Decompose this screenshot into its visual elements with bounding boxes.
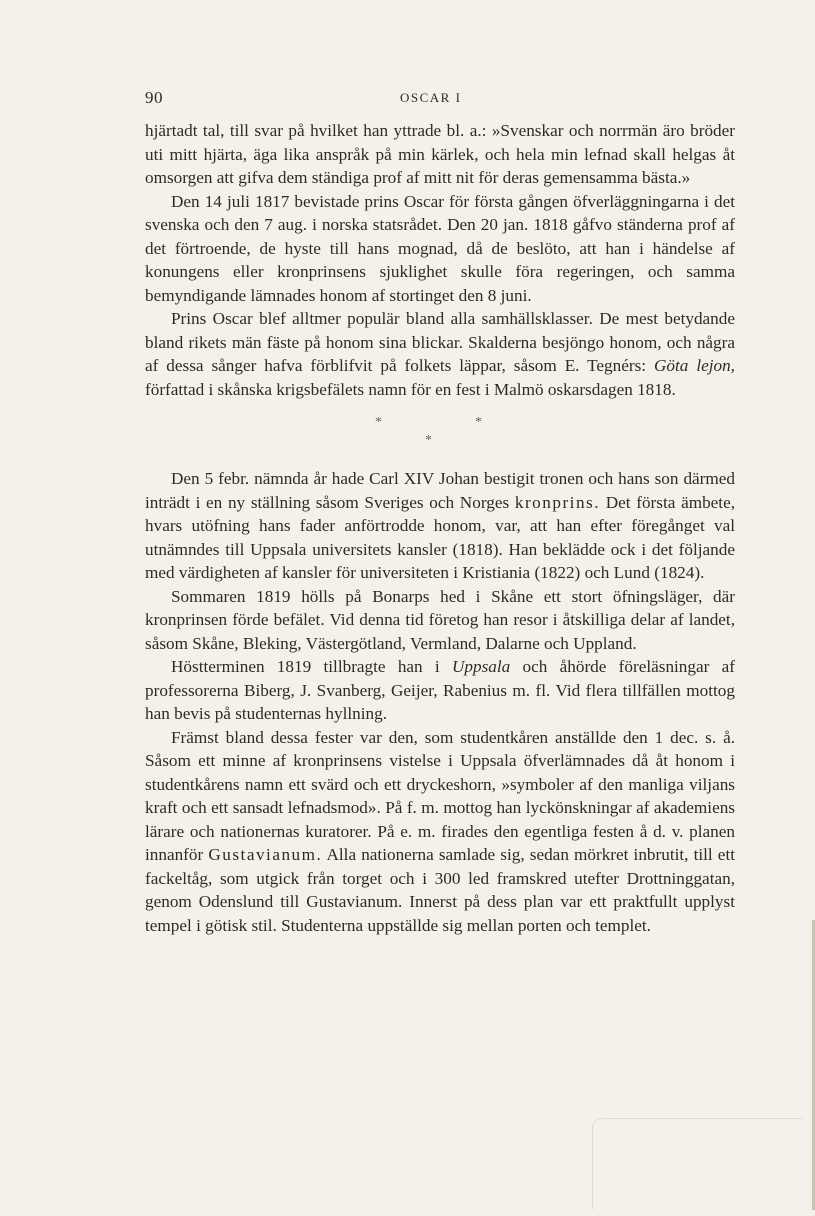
spaced-word-kronprins: kronprins. (514, 492, 601, 512)
paragraph-1: hjärtadt tal, till svar på hvilket han yttrade bl. a.: »Svenskar och norrmän äro bröder uti mitt hjärta, äga lika anspråk på min kärlek, och hela min lefnad skall helgas åt omsorgen att gifva dem ständiga prof af mitt nit för deras gemensamma bästa.» (145, 121, 735, 187)
place-uppsala: Uppsala (451, 657, 511, 676)
asterisk-bottom: * (425, 433, 432, 448)
paragraph-4-text-a: Den 5 febr. nämnda år hade Carl XIV Johan bestigit tronen och hans son därmed inträdt i en ny ställning såsom Sveriges och Norges (145, 469, 735, 512)
paragraph-3 (145, 307, 735, 401)
paragraph-5: Sommaren 1819 hölls på Bonarps hed i Skåne ett stort öfningsläger, där kronprinsen förde befälet. Vid denna tid företog han resor i åtskilliga delar af landet, såsom Skåne, Bleking, Västergötland, Vermland, Dalarne och Uppland. (145, 586, 735, 653)
body-text (145, 119, 735, 937)
paragraph-7 (145, 726, 735, 938)
asterisk-right: * (475, 415, 482, 430)
paragraph-4 (145, 467, 735, 585)
page-number: 90 (145, 88, 163, 107)
paragraph-6 (145, 655, 735, 726)
spaced-word-gustavianum: Gustavianum. (208, 845, 323, 864)
poem-title-gota-lejon: Göta lejon, (654, 356, 735, 375)
paragraph-6-text-b: och åhörde föreläsningar af professorerna Biberg, J. Svanberg, Geijer, Rabenius m. fl. Vid flera tillfällen mottog han bevis på studenternas hyllning. (145, 657, 735, 723)
section-separator (145, 409, 735, 467)
paragraph-2: Den 14 juli 1817 bevistade prins Oscar för första gången öfverläggningarna i det svenska och den 7 aug. i norska statsrådet. Den 20 jan. 1818 gåfvo ständerna prof af det förtroende, de hyste till hans mognad, då de beslöto, att han i händelse af konungens eller kronprinsens sjuklighet skulle föra regeringen, och samma bemyndigande lämnades honom af stortinget den 8 juni. (145, 191, 735, 305)
asterisk-left: * (375, 415, 382, 430)
page-header (145, 88, 735, 112)
paragraph-7-text-a: Främst bland dessa fester var den, som studentkåren anställde den 1 dec. s. å. Såsom ett minne af kronprinsens vistelse i Uppsala öfverlämnades då åt honom i studentkårens namn ett svärd och ett dryckeshorn, »symboler af den manliga viljans kraft och ett sansadt lefnadsmod». På f. m. mottog han lyckönskningar af akademiens lärare och nationernas kuratorer. På e. m. firades den egentliga festen å d. v. planen innanför (145, 727, 735, 864)
running-title: OSCAR I (400, 90, 462, 105)
paragraph-4-text-b: Det första ämbete, hvars utöfning hans fader anförtrodde honom, var, att han efter föregånget val utnämndes till Uppsala universitets kansler (1818). Han beklädde ock i det följande med värdigheten af kansler för universiteten i Kristiania (1822) och Lund (1824). (145, 492, 735, 582)
paragraph-3-text-b: författad i skånska krigsbefälets namn för en fest i Malmö oskarsdagen 1818. (145, 379, 676, 399)
paragraph-7-text-b: Alla nationerna samlade sig, sedan mörkret inbrutit, till ett fackeltåg, som utgick från torget och i 300 led framskred utefter Drottninggatan, genom Odenslund till Gustavianum. Innerst på dess plan var ett praktfullt upplyst tempel i götisk stil. Studenterna uppställde sig mellan porten och templet. (145, 845, 735, 935)
paragraph-3-text-a: Prins Oscar blef alltmer populär bland alla samhällsklasser. De mest betydande bland rikets män fäste på honom sina blickar. Skalderna besjöngo honom, och några af dessa sånger hafva förblifvit på folkets läppar, såsom E. Tegnérs: (145, 309, 735, 375)
paragraph-6-text-a: Höstterminen 1819 tillbragte han i (171, 657, 452, 676)
paper-edge-shadow (592, 1118, 803, 1209)
